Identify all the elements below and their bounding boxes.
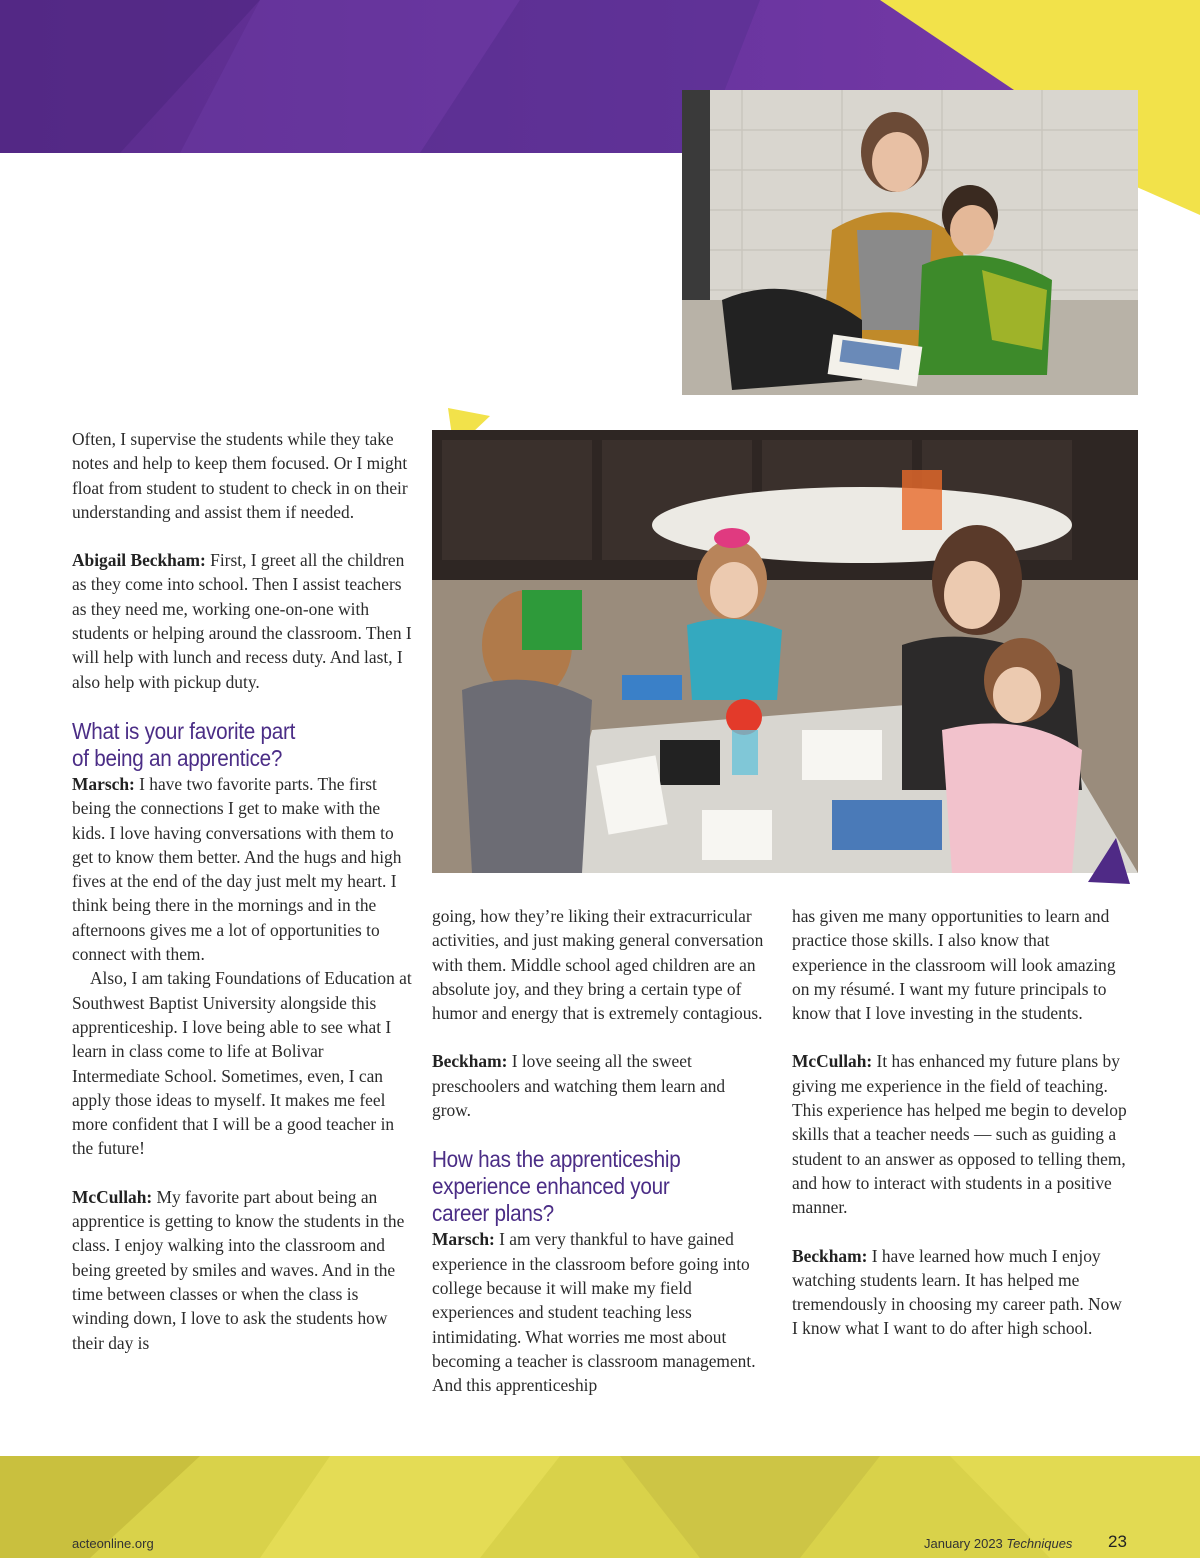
answer-text: First, I greet all the children as they come into school. Then I assist teachers as they need me, working one-on-one with students or helping around the classroom. Then I will help with lunch and recess duty. And last, I also help with pickup duty. <box>72 550 412 692</box>
paragraph <box>72 548 412 694</box>
photo-preschool-classroom <box>432 430 1138 873</box>
paragraph <box>792 1244 1128 1341</box>
paragraph <box>432 1049 768 1122</box>
footer-issue <box>924 1536 1072 1551</box>
text-column-2 <box>432 904 768 1397</box>
paragraph <box>72 1185 412 1355</box>
paragraph: Often, I supervise the students while they take notes and help to keep them focused. Or I might float from student to student to check in on their understanding and assist them if needed. <box>72 429 408 522</box>
speaker-name: Abigail Beckham: <box>72 550 206 571</box>
answer-text: It has enhanced my future plans by giving me experience in the field of teaching. This experience has helped me begin to develop skills that a teacher needs — such as guiding a student to an answer as opposed to telling them, and how to interact with students in a positive manner. <box>792 1051 1127 1218</box>
page-number: 23 <box>1108 1532 1127 1551</box>
answer-text: I have two favorite parts. The first being the connections I get to make with the kids. I love having conversations with them to get to know them better. And the hugs and high fives at the end of the day just melt my heart. I think being there in the mornings and in the afternoons gives me a lot of opportunities to connect with them. <box>72 773 402 965</box>
speaker-name: Marsch: <box>72 773 135 794</box>
purple-triangle-accent <box>1088 838 1130 884</box>
text-column-3 <box>792 904 1128 1365</box>
section-heading: How has the apprenticeship experience enhanced your career plans? <box>432 1146 681 1227</box>
issue-date: January 2023 <box>924 1536 1007 1551</box>
photo-apprentice-reading <box>682 90 1138 395</box>
speaker-name: Beckham: <box>432 1051 508 1072</box>
magazine-name: Techniques <box>1006 1536 1073 1551</box>
answer-text: My favorite part about being an apprentice is getting to know the students in the class. I enjoy walking into the classroom and being greeted by smiles and waves. And in the time between classes or when the class is winding down, I love to ask the students how their day is <box>72 1186 405 1353</box>
paragraph: going, how they’re liking their extracurricular activities, and just making general conversation with them. Middle school aged children are an absolute joy, and they bring a certain type of humor and energy that is extremely contagious. <box>432 906 764 1024</box>
speaker-name: McCullah: <box>792 1051 873 1072</box>
speaker-name: Beckham: <box>792 1245 868 1266</box>
text-column-1 <box>72 427 412 1379</box>
section-heading: What is your favorite part of being an apprentice? <box>72 717 296 771</box>
answer-text: I have learned how much I enjoy watching students learn. It has helped me tremendously in choosing my career path. Now I know what I want to do after high school. <box>792 1245 1122 1339</box>
speaker-name: Marsch: <box>432 1229 495 1250</box>
paragraph: has given me many opportunities to learn and practice those skills. I also know that experience in the classroom will look amazing on my résumé. I want my future principals to know that I love investing in the students. <box>792 906 1116 1024</box>
answer-text: I love seeing all the sweet preschoolers and watching them learn and grow. <box>432 1051 726 1121</box>
speaker-name: McCullah: <box>72 1186 153 1207</box>
paragraph <box>72 772 412 966</box>
paragraph <box>432 1227 768 1397</box>
paragraph <box>792 1049 1128 1219</box>
footer-website: acteonline.org <box>72 1536 154 1551</box>
paragraph: Also, I am taking Foundations of Education at Southwest Baptist University alongside this apprenticeship. I love being able to see what I learn in class come to life at Bolivar Intermediate School. Sometimes, even, I can apply those ideas to myself. It makes me feel more confident that I will be a good teacher in the future! <box>72 968 412 1159</box>
answer-text: I am very thankful to have gained experience in the classroom before going into college because it will make my field experiences and student teaching less intimidating. What worries me most about becoming a teacher is classroom management. And this apprenticeship <box>432 1229 756 1396</box>
